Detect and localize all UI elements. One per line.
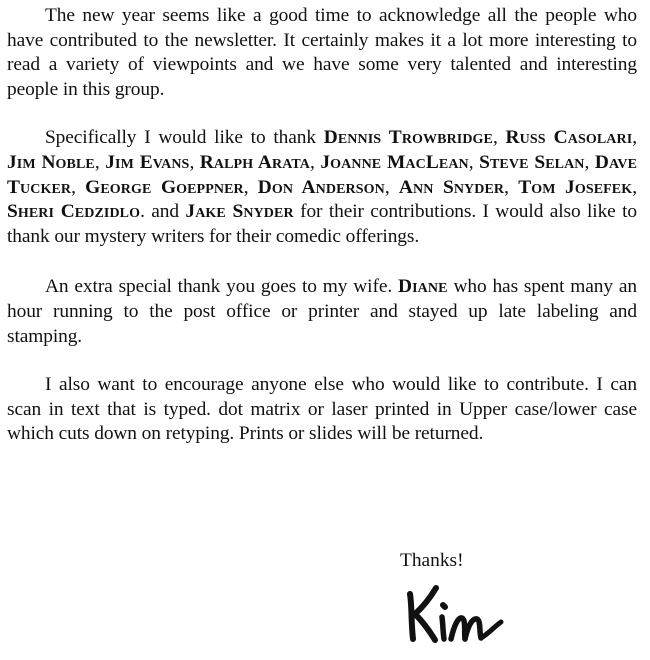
contributor-name: Joanne MacLean	[320, 151, 469, 173]
contributor-name: Don Anderson	[257, 176, 385, 198]
contributor-name: Russ Casolari	[505, 127, 633, 149]
contributor-name: Dennis Trowbridge	[323, 127, 493, 149]
contributor-name: Jim Noble	[7, 151, 95, 173]
contributor-name: Sheri Cedzidlo	[7, 201, 141, 223]
handwritten-signature	[402, 578, 522, 654]
paragraph-text: ,	[384, 176, 399, 198]
contributor-name: George Goeppner	[85, 176, 244, 198]
contributor-name: Tom Josefek	[518, 176, 633, 198]
paragraph-text: ,	[584, 151, 595, 173]
paragraph-text: ,	[71, 176, 86, 198]
contributor-name: Steve Selan	[479, 151, 585, 173]
contributor-name: Diane	[398, 276, 448, 298]
paragraph-text: who has spent many an hour running to the post office or printer and stayed up late labeling and stamping.	[7, 276, 638, 347]
paragraph	[7, 275, 637, 349]
paragraph	[7, 126, 637, 249]
paragraph-text: Specifically I would like to thank	[45, 127, 324, 149]
paragraph-text: An extra special thank you goes to my wife.	[45, 276, 398, 298]
contributor-name: Jim Evans	[105, 151, 190, 173]
paragraph-text: ,	[504, 176, 519, 198]
paragraph-text: The new year seems like a good time to acknowledge all the people who have contributed to the newsletter. It certainly makes it a lot more interesting to read a variety of viewpoints and we have some very talented and interesting people in this group.	[7, 5, 637, 100]
contributor-name: Ann Snyder	[398, 176, 505, 198]
paragraph-text: ,	[189, 151, 200, 173]
paragraph-text: ,	[94, 151, 106, 173]
paragraph-text: ,	[310, 151, 321, 173]
paragraph-text: ,	[632, 127, 637, 149]
paragraph	[7, 4, 637, 102]
contributor-name: Dave Tucker	[7, 151, 638, 198]
paragraph-text: . and	[140, 201, 186, 223]
paragraph-text: ,	[632, 176, 637, 198]
paragraph-text: ,	[468, 151, 480, 173]
paragraph-text: I also want to encourage anyone else who would like to contribute. I can scan in text that is typed. dot matrix or laser printed in Upper case/lower case which cuts down on retyping. Prints or slides will be returned.	[7, 374, 637, 445]
paragraph-text: ,	[243, 176, 258, 198]
closing-line: Thanks!	[400, 550, 464, 571]
contributor-name: Jake Snyder	[185, 201, 294, 223]
paragraph-text: ,	[492, 127, 506, 149]
paragraph-text: for their contributions. I would also like to thank our mystery writers for their comedic offerings.	[7, 201, 637, 247]
contributor-name: Ralph Arata	[199, 151, 311, 173]
letter-body	[7, 4, 637, 447]
newsletter-letter	[7, 4, 637, 471]
paragraph	[7, 373, 637, 447]
